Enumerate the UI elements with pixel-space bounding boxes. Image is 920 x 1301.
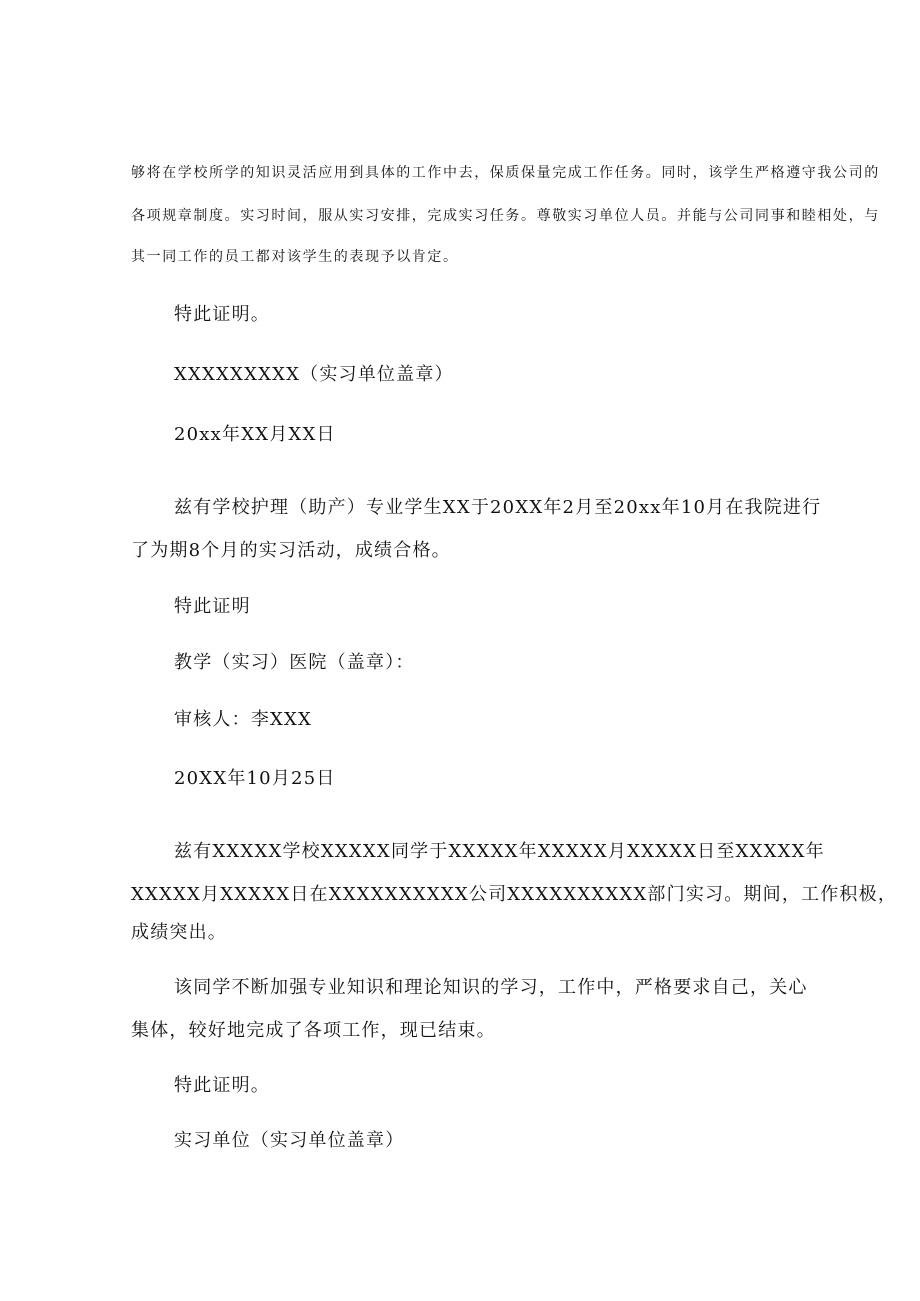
section3-unit: 实习单位（实习单位盖章）: [174, 1130, 405, 1151]
section2-closing: 特此证明: [174, 596, 251, 617]
section1-unit: XXXXXXXXX（实习单位盖章）: [174, 364, 454, 385]
section2-reviewer: 审核人：李XXX: [174, 709, 313, 730]
section2-hospital: 教学（实习）医院（盖章）：: [174, 652, 415, 673]
section1-date: 20xx年XX月XX日: [174, 424, 336, 445]
section1-line-1: 够将在学校所学的知识灵活应用到具体的工作中去，保质保量完成工作任务。同时，该学生严格遵守我公司的: [131, 165, 880, 181]
section3-para1-line-1: 兹有XXXXX学校XXXXX同学于XXXXX年XXXXX月XXXXX日至XXXXX年: [174, 841, 825, 862]
section1-line-2: 各项规章制度。实习时间，服从实习安排，完成实习任务。尊敬实习单位人员。并能与公司同事和睦相处，与: [131, 208, 880, 224]
section3-para1-line-2: XXXXX月XXXXX日在XXXXXXXXXX公司XXXXXXXXXX部门实习。期间，工作积极，: [131, 884, 898, 905]
section2-body-line-2: 了为期8个月的实习活动，成绩合格。: [131, 540, 451, 561]
section3-para2-line-1: 该同学不断加强专业知识和理论知识的学习，工作中，严格要求自己，关心: [174, 977, 808, 998]
section1-line-3: 其一同工作的员工都对该学生的表现予以肯定。: [131, 249, 459, 265]
section3-closing: 特此证明。: [174, 1075, 270, 1096]
section3-para1-line-3: 成绩突出。: [131, 922, 227, 943]
section1-closing: 特此证明。: [174, 304, 270, 325]
section2-date: 20XX年10月25日: [174, 768, 336, 789]
section3-para2-line-2: 集体，较好地完成了各项工作，现已结束。: [131, 1020, 496, 1041]
section2-body-line-1: 兹有学校护理（助产）专业学生XX于20XX年2月至20xx年10月在我院进行: [174, 497, 822, 518]
